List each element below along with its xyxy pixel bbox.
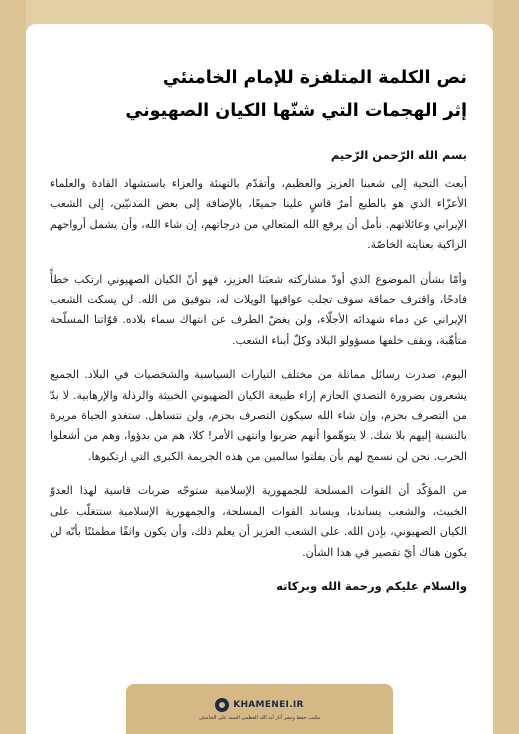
title-line-1: نص الكلمة المتلفزة للإمام الخامنئي: [162, 68, 467, 88]
logo-subtitle: مكتب حفظ ونشر آثار آية الله العظمى السيد علي الخامنئي: [198, 714, 321, 721]
title-line-2: إثر الهجمات التي شنّها الكيان الصهيوني: [125, 101, 467, 121]
paragraph-4: من المؤكّد أن القوات المسلحة للجمهورية الإسلامية ستوجّه ضربات قاسية لهذا العدوّ الخبيث، والشعب يساندنا، ويساند القوات المسلحة، والجمهورية الإسلامية ستتغلّب على الكيان الصهيوني، بإذن الله. على الشعب العزيز أن يعلم ذلك، وأن يكون واثقًا مطمئنًا بأنّه لن يكون هناك أيّ تقصير في هذا الشأن.: [50, 484, 467, 559]
logo-text: KHAMENEI.IR: [233, 699, 304, 710]
right-border-band: [493, 0, 519, 734]
paragraph-3: اليوم، صدرت رسائل مماثلة من مختلف التيارات السياسية والشخصيات في البلاد. الجميع يشعرون بضرورة التصدي الحازم إزاء طبيعة الكيان الصهيوني الخبيثة والرذلة والإرهابية. لا بدّ من التصرف بحزم، وإن شاء الله سيكون التصرف بحزم، ولن نتساهل. ستغدو الحياة مريرة بالنسبة إليهم بلا شك. لا يتوهّموا أنهم ضربوا وانتهى الأمر! كلا، هم من بدؤوا، وهم من أشعلوا الحرب. نحن لن نسمح لهم بأن يفلتوا سالمين من هذه الجريمة الكبرى التي ارتكبوها.: [50, 368, 467, 463]
khamenei-emblem-icon: [215, 698, 229, 712]
paragraph-2: وأمّا بشأن الموضوع الذي أودّ مشاركته شعبَنا العزيز، فهو أنّ الكيان الصهيوني ارتكب خطأً فادحًا، واقترف حماقة سوف تجلب عواقبها الويلات له، بتوفيق من الله. لن يسكت الشعب الإيراني عن دماء شهدائه الأجلّاء، ولن يغضّ الطرف عن انتهاك سماء بلاده. قوّاتنا المسلّحة متأهّبة، ويقف خلفها مسؤولو البلاد وكلّ أبناء الشعب.: [50, 272, 467, 347]
left-border-band: [0, 0, 26, 734]
document-title: [50, 62, 467, 128]
document-page: [26, 24, 493, 734]
closing-salutation: والسلام عليكم ورحمة الله وبركاته: [276, 578, 467, 593]
paragraph-1: أبعث التحية إلى شعبنا العزيز والعظيم، وأتقدّم بالتهنئة والعزاء باستشهاد القادة والعلماء الأعزّاء الذي هو بالطبع أمرٌ قاسٍ علينا جميعًا، بالإضافة إلى بعض المدنيّين، إلى الشعب الإيراني وعائلاتهم. نأمل أن يرفع الله المتعالي من درجاتهم، إن شاء الله، وأن يشمل أرواحهم الزاكية بعنايته الخاصّة.: [50, 177, 467, 252]
logo: [215, 698, 304, 712]
footer-logo-bar: [126, 684, 393, 734]
basmala: بسم الله الرّحمن الرّحيم: [330, 148, 467, 162]
